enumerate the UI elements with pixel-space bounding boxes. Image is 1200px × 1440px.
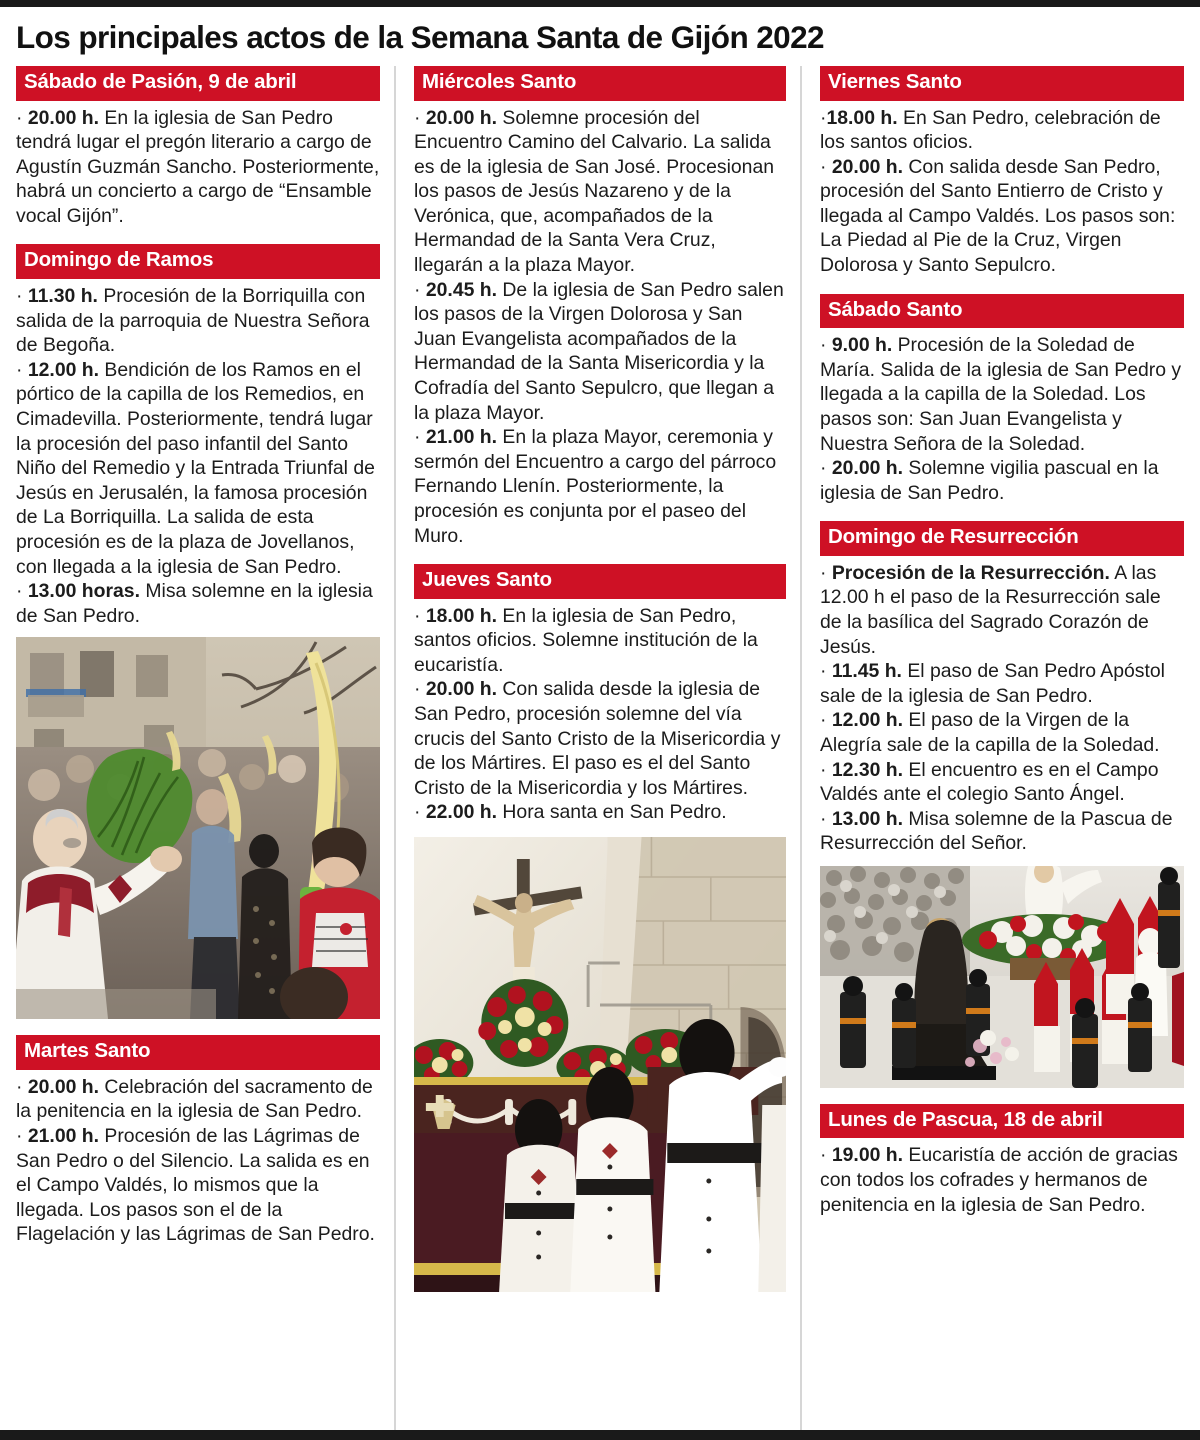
- bullet-marker: ·: [16, 106, 23, 129]
- event-time: 20.00 h.: [425, 106, 498, 129]
- list-item: [16, 106, 380, 229]
- event-time: 12.30 h.: [831, 758, 904, 781]
- event-time: 20.00 h.: [27, 106, 100, 129]
- event-time: 18.00 h.: [826, 106, 898, 129]
- list-item: [414, 425, 786, 548]
- section-header-lunes-de-pascua: Lunes de Pascua, 18 de abril: [820, 1104, 1184, 1139]
- photo-domingo-de-resurreccion: [820, 866, 1184, 1088]
- event-description: A las 12.00 h el paso de la Resurrección sale de la basílica del Sagrado Corazón de Jesús.: [820, 561, 1161, 658]
- event-description: Misa solemne de la Pascua de Resurrección del Señor.: [820, 807, 1173, 855]
- event-title: Procesión de la Resurrección.: [831, 561, 1110, 584]
- list-item: [820, 333, 1184, 456]
- event-time: 13.00 horas.: [27, 580, 140, 603]
- event-time: 20.00 h.: [831, 155, 904, 178]
- event-list-domingo-de-ramos: [16, 284, 380, 628]
- event-description: El paso de la Virgen de la Alegría sale de la capilla de la Soledad.: [820, 709, 1160, 756]
- event-description: Procesión de la Borriquilla con salida de la parroquia de Nuestra Señora de Begoña.: [16, 284, 370, 357]
- event-list-martes-santo: [16, 1075, 380, 1247]
- event-time: 22.00 h.: [425, 801, 498, 824]
- photo-domingo-de-resurreccion-graphic: [820, 866, 1184, 1088]
- event-description: En la iglesia de San Pedro tendrá lugar el pregón literario a cargo de Agustín Guzmán Sancho. Posteriormente, habrá un concierto a cargo de “Ensamble vocal Gijón”.: [16, 106, 380, 227]
- event-time: 12.00 h.: [27, 358, 100, 381]
- list-item: [16, 579, 380, 628]
- bullet-marker: ·: [820, 660, 827, 683]
- list-item: [16, 1124, 380, 1247]
- list-item: [414, 278, 786, 426]
- event-list-lunes-de-pascua: [820, 1143, 1184, 1217]
- event-description: Celebración del sacramento de la penitencia en la iglesia de San Pedro.: [16, 1075, 373, 1123]
- bullet-marker: ·: [820, 1144, 827, 1167]
- event-time: 19.00 h.: [831, 1144, 904, 1167]
- event-time: 20.00 h.: [831, 457, 904, 480]
- bullet-marker: ·: [414, 604, 421, 627]
- event-description: Con salida desde San Pedro, procesión del Santo Entierro de Cristo y llegada al Campo Valdés. Los pasos son: La Piedad al Pie de la Cruz, Virgen Dolorosa y Santo Sepulcro.: [820, 155, 1176, 277]
- event-time: 21.00 h.: [425, 426, 498, 449]
- section-header-sabado-santo: Sábado Santo: [820, 294, 1184, 329]
- event-description: Bendición de los Ramos en el pórtico de la capilla de los Remedios, en Cimadevilla. Posteriormente, tendrá lugar la procesión del paso infantil del Santo Niño del Remedio y la Entrada Triunfal de Jesús en Jerusalén, la famosa procesión de La Borriquilla. La salida de esta procesión es de la plaza de Jovellanos, con llegada a la iglesia de San Pedro.: [16, 358, 375, 578]
- bullet-marker: ·: [820, 457, 827, 480]
- list-item: [820, 758, 1184, 807]
- event-list-jueves-santo: [414, 604, 786, 825]
- list-item: [414, 677, 786, 800]
- event-time: 20.45 h.: [425, 278, 498, 301]
- list-item: [820, 155, 1184, 278]
- event-description: Misa solemne en la iglesia de San Pedro.: [16, 580, 373, 627]
- bottom-rule: [0, 1430, 1200, 1440]
- bullet-marker: ·: [820, 334, 827, 357]
- column-right: [802, 66, 1200, 1430]
- bullet-marker: ·: [16, 1124, 23, 1147]
- event-description: Procesión de la Soledad de María. Salida de la iglesia de San Pedro y llegada a la capilla de la Soledad. Los pasos son: San Juan Evangelista y Nuestra Señora de la Soledad.: [820, 334, 1182, 455]
- event-description: De la iglesia de San Pedro salen los pasos de la Virgen Dolorosa y San Juan Evangelista acompañados de la Hermandad de la Santa Misericordia y la Cofradía del Santo Sepulcro, que llegan a la plaza Mayor.: [414, 278, 784, 424]
- list-item: [820, 807, 1184, 856]
- bullet-marker: ·: [16, 358, 23, 381]
- list-item: [16, 1075, 380, 1124]
- section-header-jueves-santo: Jueves Santo: [414, 564, 786, 599]
- photo-domingo-de-ramos: [16, 637, 380, 1019]
- column-left: [0, 66, 394, 1430]
- event-time: 18.00 h.: [425, 604, 498, 627]
- bullet-marker: ·: [16, 284, 23, 307]
- list-item: [414, 604, 786, 678]
- event-description: Solemne vigilia pascual en la iglesia de San Pedro.: [820, 457, 1159, 504]
- bullet-marker: ·: [414, 801, 421, 824]
- column-middle: [394, 66, 802, 1430]
- event-list-miercoles-santo: [414, 106, 786, 549]
- event-description: En San Pedro, celebración de los santos oficios.: [820, 106, 1161, 154]
- event-list-sabado-santo: [820, 333, 1184, 505]
- bullet-marker: ·: [16, 1075, 23, 1098]
- list-item: [820, 561, 1184, 659]
- section-header-sabado-de-pasion: Sábado de Pasión, 9 de abril: [16, 66, 380, 101]
- event-time: 11.30 h.: [27, 284, 98, 307]
- event-time: 20.00 h.: [425, 678, 498, 701]
- event-time: 21.00 h.: [27, 1124, 100, 1147]
- event-time: 13.00 h.: [831, 807, 904, 830]
- photo-domingo-de-ramos-graphic: [16, 637, 380, 1019]
- event-description: Procesión de las Lágrimas de San Pedro o del Silencio. La salida es en el Campo Valdés, lo mismos que la llegada. Los pasos son el de la Flagelación y las Lágrimas de San Pedro.: [16, 1124, 375, 1246]
- section-header-domingo-de-ramos: Domingo de Ramos: [16, 244, 380, 279]
- event-description: Con salida desde la iglesia de San Pedro, procesión solemne del vía crucis del Santo Cristo de la Misericordia y de los Mártires. El paso es el del Santo Cristo de la Misericordia y los Mártires.: [414, 678, 781, 799]
- event-time: 12.00 h.: [831, 709, 904, 732]
- bullet-marker: ·: [414, 278, 421, 301]
- photo-jueves-santo: [414, 837, 786, 1292]
- event-description: En la iglesia de San Pedro, santos oficios. Solemne institución de la eucaristía.: [414, 604, 758, 676]
- list-item: [414, 106, 786, 278]
- top-rule: [0, 0, 1200, 7]
- list-item: [820, 708, 1184, 757]
- columns-container: [0, 66, 1200, 1430]
- list-item: [820, 659, 1184, 708]
- page-title: Los principales actos de la Semana Santa de Gijón 2022: [16, 19, 824, 55]
- list-item: [820, 1143, 1184, 1217]
- event-time: 20.00 h.: [27, 1075, 100, 1098]
- list-item: [16, 358, 380, 579]
- bullet-marker: ·: [414, 426, 421, 449]
- event-description: Eucaristía de acción de gracias con todos los cofrades y hermanos de penitencia en la iglesia de San Pedro.: [820, 1144, 1178, 1216]
- section-header-miercoles-santo: Miércoles Santo: [414, 66, 786, 101]
- bullet-marker: ·: [820, 807, 827, 830]
- bullet-marker: ·: [820, 561, 827, 584]
- event-time: 9.00 h.: [831, 334, 893, 357]
- event-time: 11.45 h.: [831, 660, 902, 683]
- event-description: En la plaza Mayor, ceremonia y sermón del Encuentro a cargo del párroco Fernando Llenín. Posteriormente, la procesión es conjunta por el paseo del Muro.: [414, 426, 777, 547]
- bullet-marker: ·: [414, 106, 421, 129]
- event-description: El encuentro es en el Campo Valdés ante el colegio Santo Ángel.: [820, 758, 1159, 806]
- bullet-marker: ·: [414, 678, 421, 701]
- event-list-sabado-de-pasion: [16, 106, 380, 229]
- photo-jueves-santo-graphic: [414, 837, 786, 1292]
- event-description: Solemne procesión del Encuentro Camino del Calvario. La salida es de la iglesia de San José. Procesionan los pasos de Jesús Nazareno y de la Verónica, que, acompañados de la Hermandad de la Santa Vera Cruz, llegarán a la plaza Mayor.: [414, 106, 775, 277]
- list-item: [414, 800, 786, 825]
- event-list-viernes-santo: [820, 106, 1184, 278]
- event-list-domingo-de-resurreccion: [820, 561, 1184, 856]
- event-description: Hora santa en San Pedro.: [497, 801, 727, 824]
- bullet-marker: ·: [820, 155, 827, 178]
- event-description: El paso de San Pedro Apóstol sale de la iglesia de San Pedro.: [820, 660, 1165, 707]
- section-header-viernes-santo: Viernes Santo: [820, 66, 1184, 101]
- bullet-marker: ·: [820, 758, 827, 781]
- list-item: [820, 106, 1184, 155]
- list-item: [16, 284, 380, 358]
- bullet-marker: ·: [820, 709, 827, 732]
- section-header-domingo-de-resurreccion: Domingo de Resurrección: [820, 521, 1184, 556]
- list-item: [820, 456, 1184, 505]
- bullet-marker: ·: [16, 580, 23, 603]
- bullet-marker: ·: [820, 106, 827, 129]
- section-header-martes-santo: Martes Santo: [16, 1035, 380, 1070]
